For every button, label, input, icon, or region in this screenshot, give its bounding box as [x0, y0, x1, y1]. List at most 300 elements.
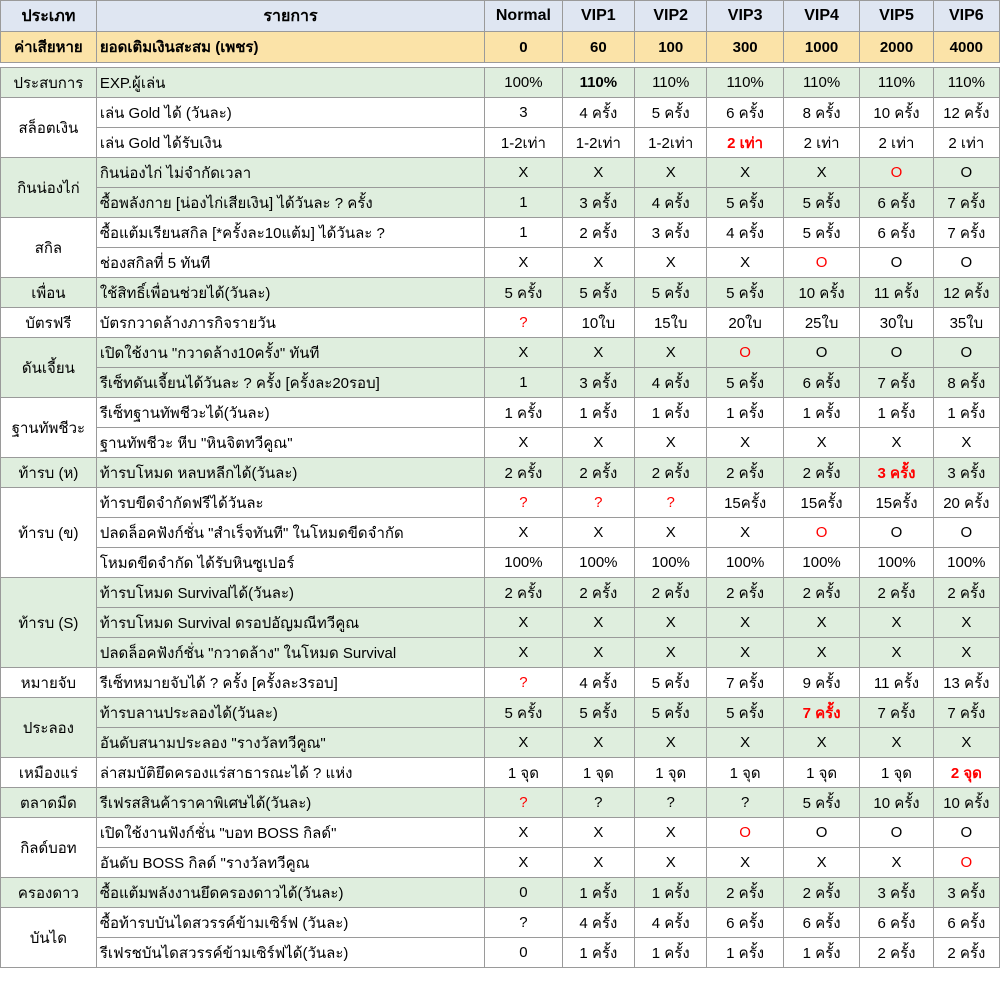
value-cell: 6 ครั้ง	[783, 368, 859, 398]
value-cell: 7 ครั้ง	[707, 668, 783, 698]
value-cell: 3 ครั้ง	[562, 368, 634, 398]
category-cell: ท้ารบ (S)	[1, 578, 97, 668]
item-cell: บัตรกวาดล้างภารกิจรายวัน	[96, 308, 484, 338]
value-cell: 5 ครั้ง	[635, 278, 707, 308]
value-cell: 2 ครั้ง	[485, 578, 562, 608]
cost-value: 4000	[933, 32, 999, 63]
item-cell: ท้ารบลานประลองได้(วันละ)	[96, 698, 484, 728]
value-cell: O	[783, 818, 859, 848]
item-cell: อันดับ BOSS กิลด์ "รางวัลทวีคูณ	[96, 848, 484, 878]
value-cell: 6 ครั้ง	[933, 908, 999, 938]
value-cell: 110%	[933, 68, 999, 98]
header-category: ประเภท	[1, 1, 97, 32]
cost-value: 100	[635, 32, 707, 63]
value-cell: X	[707, 428, 783, 458]
value-cell: 4 ครั้ง	[707, 218, 783, 248]
value-cell: 3 ครั้ง	[860, 878, 933, 908]
value-cell: O	[933, 818, 999, 848]
item-cell: รีเซ็ทฐานทัพชีวะได้(วันละ)	[96, 398, 484, 428]
table-row	[1, 878, 1000, 908]
category-cell: สกิล	[1, 218, 97, 278]
value-cell: 30ใบ	[860, 308, 933, 338]
value-cell: X	[485, 608, 562, 638]
cost-value: 60	[562, 32, 634, 63]
value-cell: X	[707, 518, 783, 548]
value-cell: 110%	[635, 68, 707, 98]
item-cell: เปิดใช้งาน "กวาดล้าง10ครั้ง" ทันที	[96, 338, 484, 368]
value-cell: 20 ครั้ง	[933, 488, 999, 518]
value-cell: 2 ครั้ง	[635, 578, 707, 608]
category-cell: ดันเจี้ยน	[1, 338, 97, 398]
category-cell: ท้ารบ (ข)	[1, 488, 97, 578]
cost-value: 1000	[783, 32, 859, 63]
value-cell: 100%	[783, 548, 859, 578]
value-cell: X	[485, 158, 562, 188]
value-cell: X	[635, 158, 707, 188]
benefit-group	[1, 458, 1000, 488]
value-cell: X	[707, 848, 783, 878]
table-row	[1, 98, 1000, 128]
value-cell: 8 ครั้ง	[783, 98, 859, 128]
value-cell: 2 เท่า	[783, 128, 859, 158]
value-cell: 4 ครั้ง	[635, 188, 707, 218]
category-cell: กิลด์บอท	[1, 818, 97, 878]
item-cell: โหมดขีดจำกัด ได้รับหินซูเปอร์	[96, 548, 484, 578]
table-row	[1, 608, 1000, 638]
value-cell: 11 ครั้ง	[860, 278, 933, 308]
value-cell: 15ครั้ง	[707, 488, 783, 518]
value-cell: O	[707, 818, 783, 848]
item-cell: ซื้อท้ารบบันไดสวรรค์ข้ามเซิร์ฟ (วันละ)	[96, 908, 484, 938]
header-tier: VIP1	[562, 1, 634, 32]
value-cell: 110%	[860, 68, 933, 98]
value-cell: 25ใบ	[783, 308, 859, 338]
category-cell: ประลอง	[1, 698, 97, 758]
item-cell: เล่น Gold ได้รับเงิน	[96, 128, 484, 158]
value-cell: 2 ครั้ง	[707, 578, 783, 608]
value-cell: 6 ครั้ง	[707, 908, 783, 938]
item-cell: รีเฟรชบันไดสวรรค์ข้ามเซิร์ฟได้(วันละ)	[96, 938, 484, 968]
cost-row	[1, 32, 1000, 63]
value-cell: 2 ครั้ง	[562, 218, 634, 248]
value-cell: 2 ครั้ง	[635, 458, 707, 488]
value-cell: X	[562, 728, 634, 758]
value-cell: 1 ครั้ง	[783, 398, 859, 428]
value-cell: 5 ครั้ง	[485, 698, 562, 728]
value-cell: O	[783, 248, 859, 278]
value-cell: ?	[635, 788, 707, 818]
value-cell: 7 ครั้ง	[783, 698, 859, 728]
value-cell: X	[562, 518, 634, 548]
item-cell: ซื้อพลังกาย [น่องไก่เสียเงิน] ได้วันละ ? ครั้ง	[96, 188, 484, 218]
category-cell: ประสบการ	[1, 68, 97, 98]
benefit-group	[1, 278, 1000, 308]
value-cell: O	[933, 158, 999, 188]
value-cell: 5 ครั้ง	[707, 278, 783, 308]
value-cell: 5 ครั้ง	[707, 188, 783, 218]
value-cell: 1-2เท่า	[562, 128, 634, 158]
header-row	[1, 1, 1000, 32]
value-cell: 1 ครั้ง	[635, 878, 707, 908]
header-tier: VIP3	[707, 1, 783, 32]
value-cell: O	[860, 158, 933, 188]
value-cell: 1 จุด	[860, 758, 933, 788]
table-row	[1, 428, 1000, 458]
header-tier: VIP6	[933, 1, 999, 32]
value-cell: X	[562, 638, 634, 668]
value-cell: X	[860, 728, 933, 758]
value-cell: X	[783, 158, 859, 188]
item-cell: ซื้อแต้มพลังงานยึดครองดาวได้(วันละ)	[96, 878, 484, 908]
value-cell: X	[860, 428, 933, 458]
value-cell: 15ใบ	[635, 308, 707, 338]
value-cell: ?	[485, 788, 562, 818]
table-row	[1, 218, 1000, 248]
value-cell: 1 จุด	[562, 758, 634, 788]
value-cell: 12 ครั้ง	[933, 98, 999, 128]
value-cell: 5 ครั้ง	[707, 698, 783, 728]
table-row	[1, 248, 1000, 278]
item-cell: ท้ารบโหมด Survivalได้(วันละ)	[96, 578, 484, 608]
category-cell: กินน่องไก่	[1, 158, 97, 218]
category-cell: สล็อตเงิน	[1, 98, 97, 158]
value-cell: 1 ครั้ง	[707, 398, 783, 428]
value-cell: 100%	[707, 548, 783, 578]
table-row	[1, 758, 1000, 788]
item-cell: ล่าสมบัติยึดครองแร่สาธารณะได้ ? แห่ง	[96, 758, 484, 788]
value-cell: X	[485, 848, 562, 878]
item-cell: เปิดใช้งานฟังก์ชั่น "บอท BOSS กิลด์"	[96, 818, 484, 848]
value-cell: 3 ครั้ง	[933, 878, 999, 908]
table-row	[1, 458, 1000, 488]
value-cell: 5 ครั้ง	[635, 98, 707, 128]
value-cell: O	[707, 338, 783, 368]
item-cell: ใช้สิทธิ์เพื่อนช่วยได้(วันละ)	[96, 278, 484, 308]
value-cell: 100%	[860, 548, 933, 578]
value-cell: 1 ครั้ง	[562, 398, 634, 428]
value-cell: 6 ครั้ง	[860, 218, 933, 248]
value-cell: X	[635, 248, 707, 278]
value-cell: 110%	[783, 68, 859, 98]
value-cell: O	[860, 248, 933, 278]
value-cell: X	[562, 248, 634, 278]
value-cell: 1-2เท่า	[485, 128, 562, 158]
cost-value: 2000	[860, 32, 933, 63]
table-row	[1, 308, 1000, 338]
value-cell: 10 ครั้ง	[860, 98, 933, 128]
value-cell: 1 ครั้ง	[635, 938, 707, 968]
item-cell: ปลดล็อคฟังก์ชั่น "กวาดล้าง" ในโหมด Survival	[96, 638, 484, 668]
table-row	[1, 518, 1000, 548]
item-cell: รีเซ็ทดันเจี้ยนได้วันละ ? ครั้ง [ครั้งละ20รอบ]	[96, 368, 484, 398]
table-row	[1, 698, 1000, 728]
table-row	[1, 578, 1000, 608]
value-cell: 10 ครั้ง	[933, 788, 999, 818]
value-cell: 13 ครั้ง	[933, 668, 999, 698]
benefit-group	[1, 878, 1000, 908]
category-cell: ตลาดมืด	[1, 788, 97, 818]
benefit-group	[1, 68, 1000, 98]
value-cell: 3	[485, 98, 562, 128]
value-cell: 1 ครั้ง	[485, 398, 562, 428]
value-cell: 11 ครั้ง	[860, 668, 933, 698]
value-cell: X	[783, 728, 859, 758]
value-cell: 5 ครั้ง	[783, 218, 859, 248]
value-cell: X	[562, 818, 634, 848]
benefit-group	[1, 158, 1000, 218]
value-cell: 15ครั้ง	[783, 488, 859, 518]
value-cell: 1 ครั้ง	[933, 398, 999, 428]
category-cell: เหมืองแร่	[1, 758, 97, 788]
value-cell: 5 ครั้ง	[783, 188, 859, 218]
value-cell: ?	[707, 788, 783, 818]
value-cell: 100%	[485, 68, 562, 98]
value-cell: 2 ครั้ง	[783, 878, 859, 908]
value-cell: O	[783, 338, 859, 368]
value-cell: 0	[485, 878, 562, 908]
value-cell: X	[485, 248, 562, 278]
table-row	[1, 638, 1000, 668]
value-cell: 6 ครั้ง	[860, 188, 933, 218]
value-cell: X	[485, 728, 562, 758]
table-row	[1, 158, 1000, 188]
value-cell: 5 ครั้ง	[635, 698, 707, 728]
table-row	[1, 818, 1000, 848]
category-cell: เพื่อน	[1, 278, 97, 308]
value-cell: X	[562, 338, 634, 368]
value-cell: 2 ครั้ง	[933, 578, 999, 608]
value-cell: 1 ครั้ง	[562, 938, 634, 968]
table-row	[1, 938, 1000, 968]
header-tier: Normal	[485, 1, 562, 32]
table-row	[1, 488, 1000, 518]
category-cell: ท้ารบ (ห)	[1, 458, 97, 488]
value-cell: 1 จุด	[707, 758, 783, 788]
value-cell: 10ใบ	[562, 308, 634, 338]
value-cell: X	[635, 728, 707, 758]
cost-value: 0	[485, 32, 562, 63]
value-cell: X	[635, 518, 707, 548]
value-cell: 2 ครั้ง	[707, 878, 783, 908]
value-cell: ?	[562, 788, 634, 818]
value-cell: 5 ครั้ง	[707, 368, 783, 398]
value-cell: 1 ครั้ง	[635, 398, 707, 428]
value-cell: O	[783, 518, 859, 548]
value-cell: X	[485, 518, 562, 548]
value-cell: X	[635, 338, 707, 368]
value-cell: 5 ครั้ง	[562, 278, 634, 308]
value-cell: X	[635, 638, 707, 668]
value-cell: 4 ครั้ง	[635, 368, 707, 398]
value-cell: ?	[485, 668, 562, 698]
value-cell: 3 ครั้ง	[635, 218, 707, 248]
header-item: รายการ	[96, 1, 484, 32]
value-cell: ?	[485, 488, 562, 518]
value-cell: X	[707, 728, 783, 758]
value-cell: 2 จุด	[933, 758, 999, 788]
value-cell: 10 ครั้ง	[860, 788, 933, 818]
value-cell: X	[562, 158, 634, 188]
item-cell: รีเซ็ทหมายจับได้ ? ครั้ง [ครั้งละ3รอบ]	[96, 668, 484, 698]
value-cell: 4 ครั้ง	[635, 908, 707, 938]
header-tier: VIP2	[635, 1, 707, 32]
item-cell: ท้ารบขีดจำกัดฟรีได้วันละ	[96, 488, 484, 518]
value-cell: X	[933, 638, 999, 668]
value-cell: 2 ครั้ง	[860, 938, 933, 968]
benefit-group	[1, 668, 1000, 698]
value-cell: 5 ครั้ง	[783, 788, 859, 818]
value-cell: 9 ครั้ง	[783, 668, 859, 698]
value-cell: X	[860, 608, 933, 638]
item-cell: ฐานทัพชีวะ หีบ "หินจิตทวีคูณ"	[96, 428, 484, 458]
table-row	[1, 278, 1000, 308]
table-row	[1, 908, 1000, 938]
value-cell: 5 ครั้ง	[485, 278, 562, 308]
value-cell: 7 ครั้ง	[933, 188, 999, 218]
table-row	[1, 338, 1000, 368]
table-row	[1, 728, 1000, 758]
item-cell: ท้ารบโหมด หลบหลีกได้(วันละ)	[96, 458, 484, 488]
value-cell: O	[860, 518, 933, 548]
value-cell: ?	[485, 908, 562, 938]
category-cell: บันได	[1, 908, 97, 968]
value-cell: 3 ครั้ง	[860, 458, 933, 488]
value-cell: X	[485, 638, 562, 668]
value-cell: 1 ครั้ง	[562, 878, 634, 908]
value-cell: 35ใบ	[933, 308, 999, 338]
value-cell: X	[707, 158, 783, 188]
value-cell: 1 ครั้ง	[783, 938, 859, 968]
benefit-group	[1, 698, 1000, 758]
benefit-group	[1, 338, 1000, 398]
value-cell: 2 ครั้ง	[933, 938, 999, 968]
value-cell: 1	[485, 368, 562, 398]
value-cell: O	[860, 818, 933, 848]
category-cell: บัตรฟรี	[1, 308, 97, 338]
header-tier: VIP4	[783, 1, 859, 32]
value-cell: 5 ครั้ง	[635, 668, 707, 698]
value-cell: 6 ครั้ง	[783, 908, 859, 938]
value-cell: 1	[485, 188, 562, 218]
cost-item: ยอดเติมเงินสะสม (เพชร)	[96, 32, 484, 63]
category-cell: ครองดาว	[1, 878, 97, 908]
value-cell: 110%	[562, 68, 634, 98]
value-cell: O	[933, 848, 999, 878]
table-row	[1, 128, 1000, 158]
value-cell: 100%	[485, 548, 562, 578]
value-cell: 2 ครั้ง	[485, 458, 562, 488]
value-cell: X	[635, 428, 707, 458]
value-cell: 7 ครั้ง	[860, 698, 933, 728]
table-row	[1, 398, 1000, 428]
value-cell: X	[783, 608, 859, 638]
value-cell: 20ใบ	[707, 308, 783, 338]
item-cell: ซื้อแต้มเรียนสกิล [*ครั้งละ10แต้ม] ได้วันละ ?	[96, 218, 484, 248]
item-cell: EXP.ผู้เล่น	[96, 68, 484, 98]
value-cell: 2 ครั้ง	[562, 578, 634, 608]
benefit-group	[1, 98, 1000, 158]
value-cell: ?	[562, 488, 634, 518]
benefit-group	[1, 758, 1000, 788]
value-cell: 7 ครั้ง	[860, 368, 933, 398]
benefit-group	[1, 308, 1000, 338]
value-cell: O	[933, 338, 999, 368]
value-cell: X	[485, 818, 562, 848]
cost-category: ค่าเสียหาย	[1, 32, 97, 63]
table-row	[1, 68, 1000, 98]
value-cell: X	[635, 848, 707, 878]
value-cell: X	[933, 728, 999, 758]
category-cell: หมายจับ	[1, 668, 97, 698]
value-cell: 1 จุด	[485, 758, 562, 788]
value-cell: O	[860, 338, 933, 368]
benefit-group	[1, 398, 1000, 458]
value-cell: 8 ครั้ง	[933, 368, 999, 398]
value-cell: X	[707, 638, 783, 668]
item-cell: ปลดล็อคฟังก์ชั่น "สำเร็จทันที" ในโหมดขีดจำกัด	[96, 518, 484, 548]
value-cell: X	[707, 248, 783, 278]
value-cell: X	[783, 638, 859, 668]
value-cell: X	[485, 428, 562, 458]
value-cell: O	[933, 248, 999, 278]
value-cell: 4 ครั้ง	[562, 908, 634, 938]
value-cell: O	[933, 518, 999, 548]
value-cell: 4 ครั้ง	[562, 98, 634, 128]
value-cell: 2 เท่า	[707, 128, 783, 158]
item-cell: ท้ารบโหมด Survival ดรอปอัญมณีทวีคูณ	[96, 608, 484, 638]
value-cell: 15ครั้ง	[860, 488, 933, 518]
benefit-group	[1, 908, 1000, 968]
value-cell: X	[562, 848, 634, 878]
value-cell: 0	[485, 938, 562, 968]
value-cell: 2 ครั้ง	[783, 578, 859, 608]
value-cell: 12 ครั้ง	[933, 278, 999, 308]
benefit-group	[1, 218, 1000, 278]
value-cell: 10 ครั้ง	[783, 278, 859, 308]
value-cell: X	[635, 608, 707, 638]
value-cell: 5 ครั้ง	[562, 698, 634, 728]
value-cell: X	[933, 608, 999, 638]
item-cell: ช่องสกิลที่ 5 ทันที	[96, 248, 484, 278]
value-cell: 1-2เท่า	[635, 128, 707, 158]
value-cell: 1 ครั้ง	[707, 938, 783, 968]
value-cell: 2 ครั้ง	[707, 458, 783, 488]
value-cell: 2 เท่า	[860, 128, 933, 158]
value-cell: X	[562, 608, 634, 638]
value-cell: ?	[485, 308, 562, 338]
value-cell: X	[860, 638, 933, 668]
benefit-group	[1, 788, 1000, 818]
item-cell: รีเฟรสสินค้าราคาพิเศษได้(วันละ)	[96, 788, 484, 818]
value-cell: 1 ครั้ง	[860, 398, 933, 428]
table-row	[1, 788, 1000, 818]
value-cell: 2 ครั้ง	[783, 458, 859, 488]
value-cell: 2 ครั้ง	[562, 458, 634, 488]
table-row	[1, 668, 1000, 698]
value-cell: 4 ครั้ง	[562, 668, 634, 698]
table-row	[1, 368, 1000, 398]
value-cell: X	[485, 338, 562, 368]
value-cell: 100%	[933, 548, 999, 578]
value-cell: X	[783, 848, 859, 878]
value-cell: 100%	[635, 548, 707, 578]
value-cell: X	[933, 428, 999, 458]
value-cell: 7 ครั้ง	[933, 218, 999, 248]
header-tier: VIP5	[860, 1, 933, 32]
value-cell: X	[562, 428, 634, 458]
value-cell: 1	[485, 218, 562, 248]
table-row	[1, 848, 1000, 878]
